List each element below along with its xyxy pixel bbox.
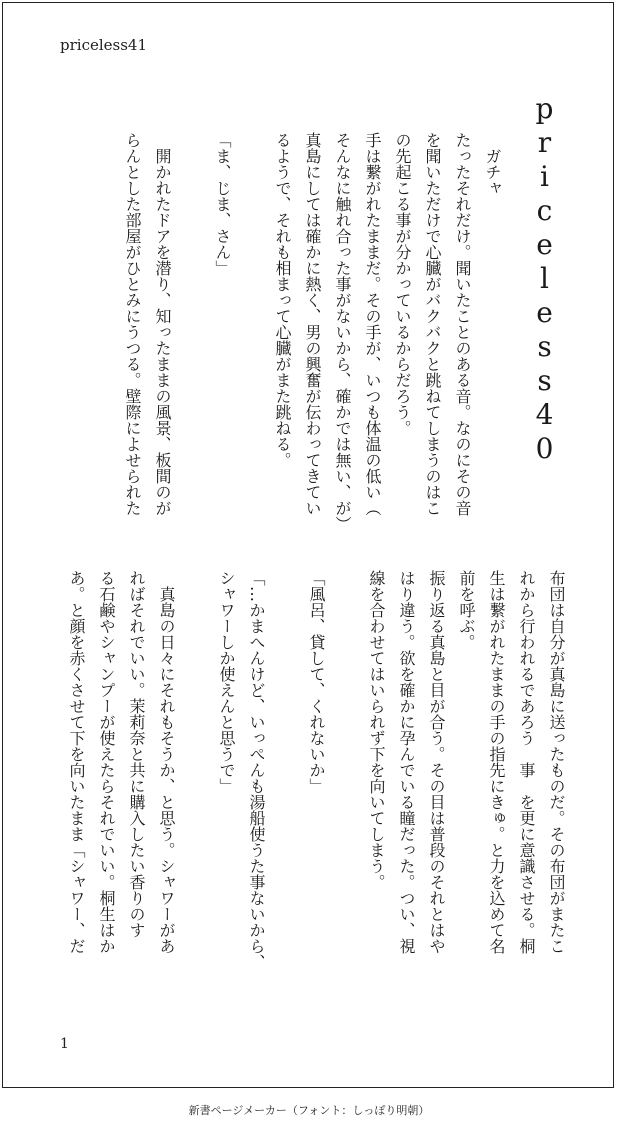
text-line: 布団は自分が真島に送ったものだ。その布団がまたこ [547,570,566,954]
page-number: 1 [60,1036,69,1052]
text-line: ガチャ [483,132,502,196]
text-line: 「…かまへんけど、いっぺんも湯船使うた事ないから、 [247,570,266,970]
text-line: 振り返る真島と目が合う。その目は普段のそれとはや [427,570,446,954]
text-line: そんなに触れ合った事がないから、確かでは無い、が） [333,132,352,532]
text-line: 真島にしては確かに熱く、男の興奮が伝わってきてい [303,132,322,516]
text-line: ればそれでいい。茉莉奈と共に購入したい香りのす [127,570,146,938]
text-line: の先起こる事が分かっているからだろう。 [393,132,412,436]
text-line: あ。と顔を赤くさせて下を向いたまま「シャワー、だ [67,570,86,954]
footer-credit: 新書ページメーカー（フォント：しっぽり明朝） [188,1104,430,1117]
text-line [177,132,207,522]
body-text-lower [61,570,571,988]
text-line [331,570,361,988]
text-line: 生は繋がれたままの手の指先にきゅ。と力を込めて名 [487,570,506,954]
text-line: 線を合わせてはいられず下を向いてしまう。 [367,570,386,890]
text-line: 前を呼ぶ。 [457,570,476,650]
text-line: を聞いただけで心臓がバクバクと跳ねてしまうのはこ [423,132,442,516]
running-header: priceless41 [60,36,148,54]
chapter-title: priceless40 [528,92,561,466]
text-line: るようで、それも相まって心臓がまた跳ねる。 [273,132,292,468]
text-line [507,132,537,522]
text-line: 手は繋がれたままだ。その手が、いつも体温の低い（ [363,132,382,516]
text-line: はり違う。欲を確かに孕んでいる瞳だった。つい、視 [397,570,416,954]
text-line: る石鹸やシャンプーが使えたらそれでいい。桐生はか [97,570,116,954]
text-line [181,570,211,988]
text-line: 「風呂、貸して、くれないか」 [307,570,326,794]
text-line [237,132,267,522]
text-line: たったそれだけ。聞いたことのある音。なのにその音 [453,132,472,516]
text-line: 真島の日々にそれもそうか、と思う。シャワーがあ [157,570,176,954]
text-line: シャワーしか使えんと思うで」 [217,570,236,794]
body-text-upper [117,132,537,532]
text-line: れから行われるであろう 事 を更に意識させる。桐 [517,570,536,954]
text-line: 開かれたドアを潜り、知ったままの風景、板間のが [153,132,172,516]
text-line: 「ま、じま、さん」 [213,132,232,276]
text-line: らんとした部屋がひとみにうつる。壁際によせられた [123,132,142,516]
text-line [271,570,301,988]
